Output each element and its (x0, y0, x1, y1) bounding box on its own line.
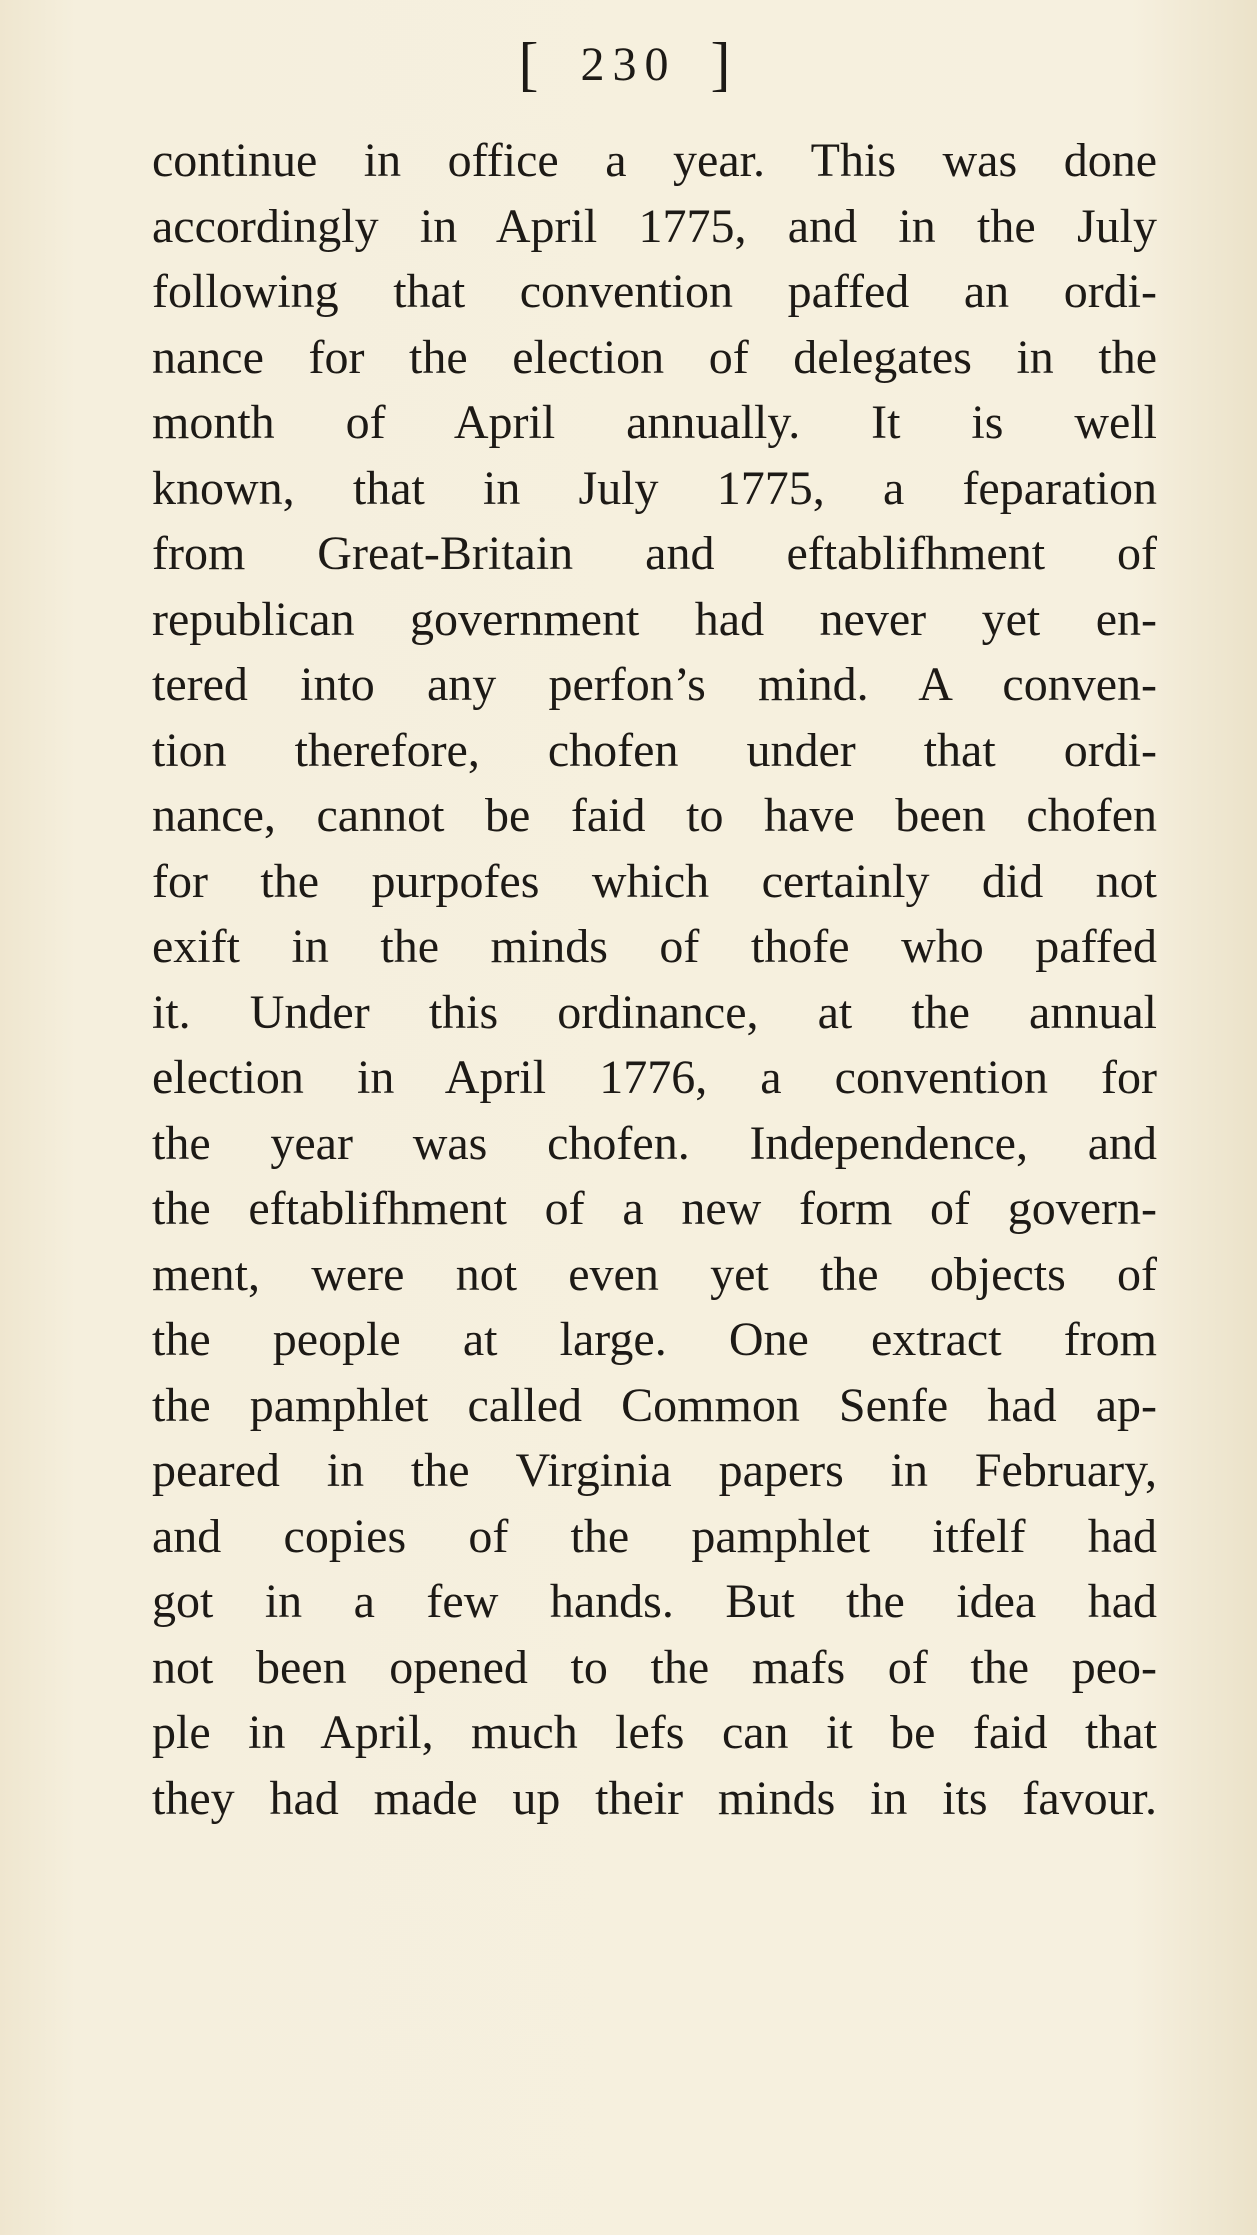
text-line: following that convention paffed an ordi- (152, 265, 1157, 318)
text-line: got in a few hands. But the idea had (152, 1575, 1157, 1628)
text-line: tered into any perfon’s mind. A conven- (152, 658, 1157, 711)
text-line: the people at large. One extract from (152, 1313, 1157, 1366)
text-line: election in April 1776, a convention for (152, 1051, 1157, 1104)
text-line: the year was chofen. Independence, and (152, 1116, 1157, 1170)
text-line: it. Under this ordinance, at the annual (152, 985, 1157, 1039)
text-line: month of April annually. It is well (152, 396, 1157, 449)
text-line: nance, cannot be faid to have been chofen (152, 789, 1157, 842)
text-line: the pamphlet called Common Senfe had ap- (152, 1378, 1157, 1432)
text-line: tion therefore, chofen under that ordi- (152, 723, 1157, 777)
text-line: the eftablifhment of a new form of govern- (152, 1182, 1157, 1235)
header-close-bracket: ] (710, 31, 739, 97)
text-line: known, that in July 1775, a feparation (152, 461, 1157, 515)
text-line: exift in the minds of thofe who paffed (152, 920, 1157, 973)
text-line: accordingly in April 1775, and in the July (152, 199, 1157, 253)
text-line: continue in office a year. This was done (152, 134, 1157, 187)
text-line: they had made up their minds in its favour. (152, 1771, 1157, 1825)
page-number: 230 (580, 38, 677, 91)
text-line: from Great-Britain and eftablifhment of (152, 527, 1157, 580)
text-line: ment, were not even yet the objects of (152, 1247, 1157, 1301)
header-open-bracket: [ (518, 31, 547, 97)
text-line: ple in April, much lefs can it be faid that (152, 1706, 1157, 1759)
text-line: for the purpofes which certainly did not (152, 854, 1157, 908)
text-line: and copies of the pamphlet itfelf had (152, 1509, 1157, 1563)
page-header (0, 31, 1257, 97)
text-line: republican government had never yet en- (152, 592, 1157, 646)
text-line: not been opened to the mafs of the peo- (152, 1640, 1157, 1694)
body-paragraph (152, 128, 1157, 1831)
text-line: peared in the Virginia papers in February, (152, 1444, 1157, 1497)
text-line: nance for the election of delegates in the (152, 330, 1157, 384)
